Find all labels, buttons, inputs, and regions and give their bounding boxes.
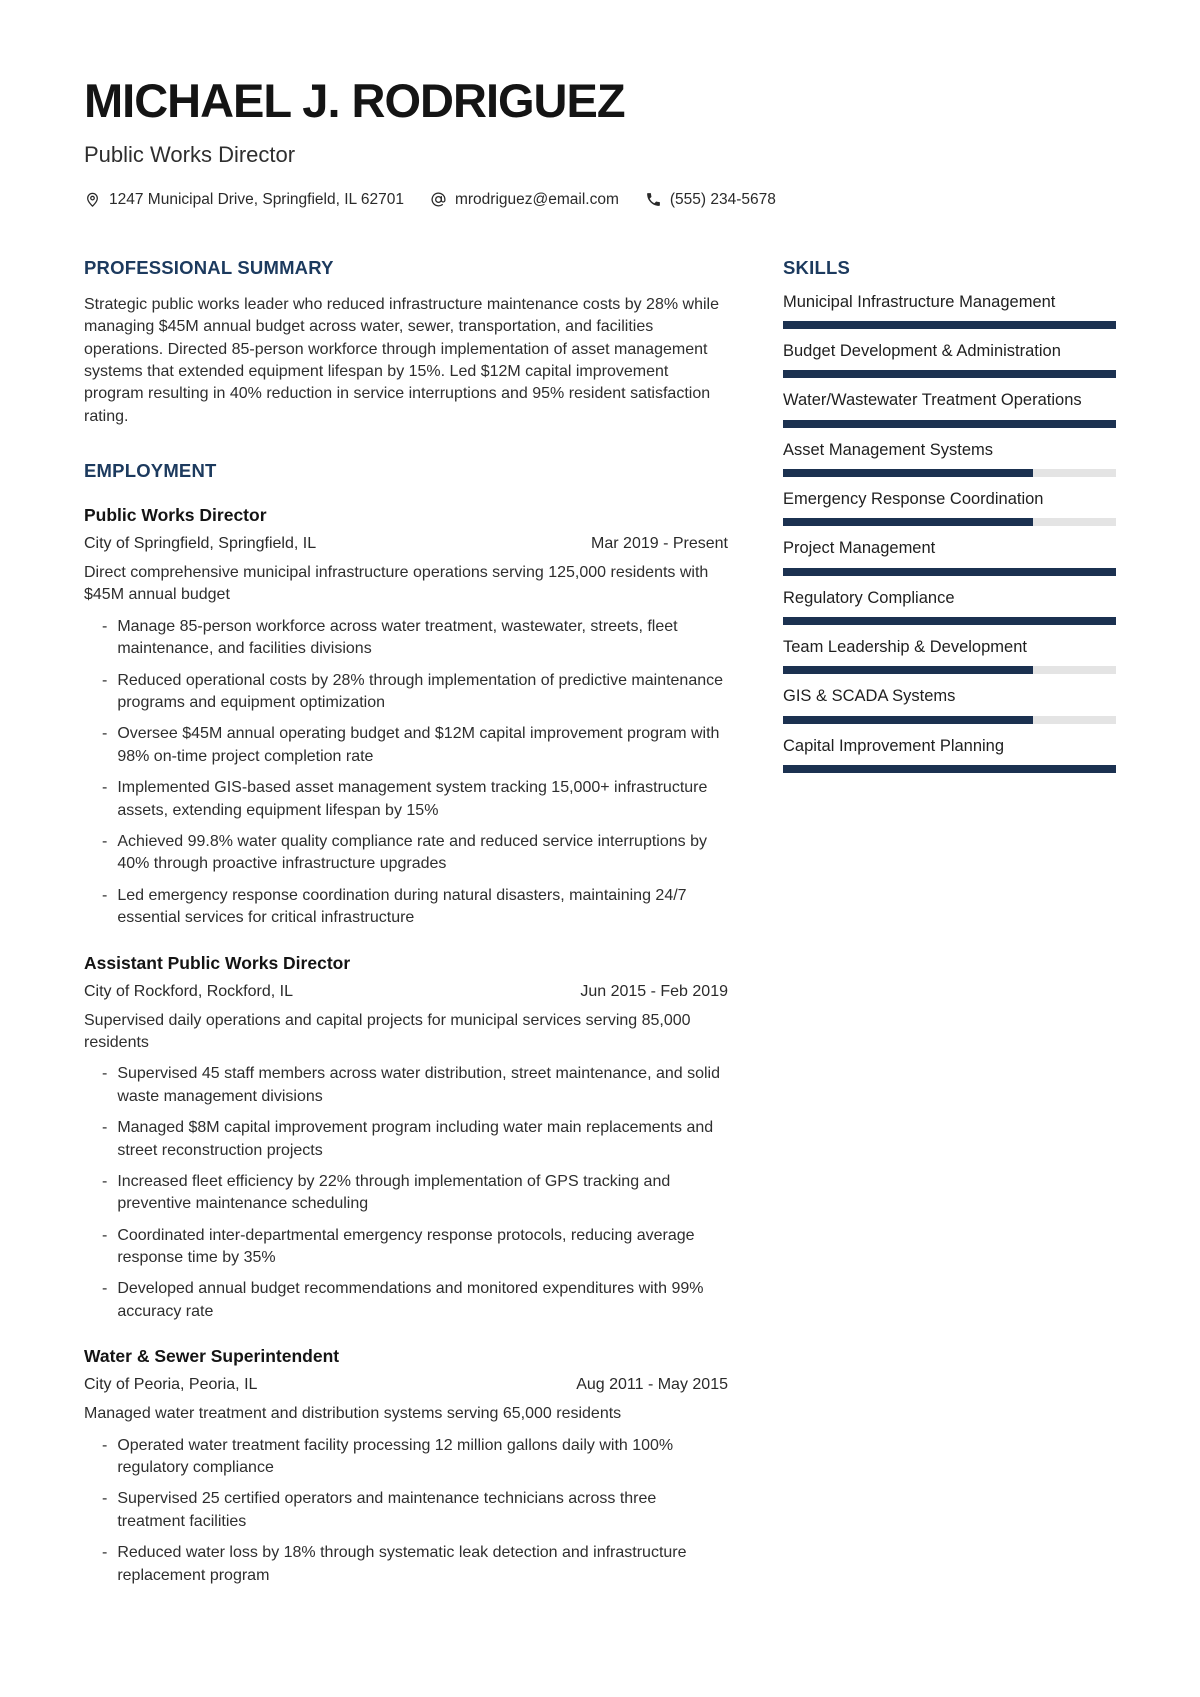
contact-address	[84, 191, 404, 209]
job-entry	[84, 953, 728, 1324]
skill-label: Budget Development & Administration	[783, 342, 1061, 361]
skill-item	[783, 639, 1116, 674]
bullet-dash: -	[102, 1226, 108, 1244]
bullet-text: Manage 85-person workforce across water treatment, wastewater, streets, fleet maintenance, and facilities divisions	[117, 617, 678, 658]
bullet-dash: -	[102, 1065, 108, 1083]
job-dates: Aug 2011 - May 2015	[576, 1376, 728, 1394]
bullet-item	[84, 1063, 728, 1108]
job-meta	[84, 1376, 728, 1394]
skill-bar-fill	[783, 321, 1116, 329]
employment-heading: EMPLOYMENT	[84, 460, 217, 482]
bullet-item	[84, 777, 728, 822]
job-meta	[84, 983, 728, 1001]
job-dates: Jun 2015 - Feb 2019	[580, 982, 728, 1000]
job-company: City of Peoria, Peoria, IL	[84, 1376, 258, 1394]
location-pin-icon	[84, 191, 101, 208]
job-dates: Mar 2019 - Present	[591, 535, 728, 553]
bullet-dash: -	[102, 617, 108, 635]
skill-item	[783, 442, 1116, 477]
bullet-item	[84, 1225, 728, 1270]
skill-bar	[783, 370, 1116, 378]
skill-label: Capital Improvement Planning	[783, 736, 1005, 755]
bullet-item	[84, 1171, 728, 1216]
skill-bar	[783, 420, 1116, 428]
skill-item	[783, 688, 1116, 723]
skill-bar-fill	[783, 765, 1116, 773]
bullet-dash: -	[102, 1544, 108, 1562]
content-columns	[84, 257, 1116, 1587]
person-name: MICHAEL J. RODRIGUEZ	[84, 74, 625, 127]
contact-row	[84, 191, 1116, 209]
bullet-item	[84, 1488, 728, 1533]
bullet-dash: -	[102, 833, 108, 850]
summary-heading: PROFESSIONAL SUMMARY	[84, 256, 334, 278]
job-bullet-list	[84, 1435, 728, 1587]
skill-item	[783, 294, 1116, 329]
skill-item	[783, 540, 1116, 575]
bullet-item	[84, 723, 728, 768]
skill-bar	[783, 518, 1116, 526]
bullet-text: Achieved 99.8% water quality compliance rate and reduced service interruptions by 40% through proactive infrastructure upgrades	[117, 833, 707, 873]
bullet-text: Managed $8M capital improvement program including water main replacements and street reconstruction projects	[117, 1119, 714, 1159]
person-job-title: Public Works Director	[84, 141, 296, 167]
bullet-item	[84, 1278, 728, 1323]
skill-item	[783, 343, 1116, 378]
employment-section	[84, 460, 728, 1587]
skill-item	[783, 392, 1116, 427]
contact-address-text: 1247 Municipal Drive, Springfield, IL 62701	[109, 190, 404, 208]
bullet-dash: -	[102, 886, 108, 904]
bullet-dash: -	[102, 671, 108, 689]
skill-bar	[783, 716, 1116, 724]
job-company: City of Rockford, Rockford, IL	[84, 982, 293, 1000]
skill-bar-fill	[783, 518, 1033, 526]
bullet-dash: -	[102, 1490, 108, 1508]
skill-bar-fill	[783, 469, 1033, 477]
skill-bar-fill	[783, 666, 1033, 674]
job-bullet-list	[84, 1063, 728, 1323]
bullet-item	[84, 1435, 728, 1480]
skill-label: GIS & SCADA Systems	[783, 687, 956, 706]
skill-item	[783, 738, 1116, 773]
job-company: City of Springfield, Springfield, IL	[84, 535, 317, 553]
job-title: Water & Sewer Superintendent	[84, 1346, 340, 1367]
skill-item	[783, 590, 1116, 625]
bullet-text: Supervised 45 staff members across water distribution, street maintenance, and solid waste management divisions	[117, 1065, 720, 1105]
job-description: Managed water treatment and distribution systems serving 65,000 residents	[84, 1405, 622, 1423]
bullet-text: Implemented GIS-based asset management system tracking 15,000+ infrastructure assets, extending equipment lifespan by 15%	[117, 779, 708, 819]
skills-column	[783, 257, 1116, 1587]
job-meta	[84, 535, 728, 553]
skill-bar-fill	[783, 370, 1116, 378]
resume-header	[84, 76, 1116, 209]
bullet-text: Developed annual budget recommendations and monitored expenditures with 99% accuracy rate	[117, 1280, 704, 1320]
main-column	[84, 257, 728, 1587]
skills-heading: SKILLS	[783, 256, 850, 278]
phone-icon	[645, 191, 662, 208]
skill-bar-fill	[783, 716, 1033, 724]
bullet-text: Increased fleet efficiency by 22% through implementation of GPS tracking and preventive maintenance scheduling	[117, 1172, 671, 1213]
job-description: Direct comprehensive municipal infrastructure operations serving 125,000 residents with $45M annual budget	[84, 564, 709, 604]
bullet-text: Reduced operational costs by 28% through implementation of predictive maintenance programs and equipment optimization	[117, 671, 724, 712]
bullet-dash: -	[102, 1119, 108, 1137]
bullet-text: Operated water treatment facility processing 12 million gallons daily with 100% regulatory compliance	[117, 1436, 674, 1477]
contact-email	[430, 191, 619, 209]
bullet-dash: -	[102, 1172, 108, 1190]
skill-bar	[783, 321, 1116, 329]
bullet-item	[84, 885, 728, 930]
skill-bar	[783, 568, 1116, 576]
bullet-item	[84, 831, 728, 876]
contact-email-text: mrodriguez@email.com	[454, 190, 619, 208]
bullet-dash: -	[102, 779, 108, 797]
contact-phone	[645, 191, 776, 209]
skill-bar-fill	[783, 568, 1116, 576]
skill-bar	[783, 765, 1116, 773]
skill-label: Municipal Infrastructure Management	[783, 292, 1056, 311]
summary-text: Strategic public works leader who reduced infrastructure maintenance costs by 28% while managing $45M annual budget across water, sewer, transportation, and facilities operations. Directed 85-person workforce through implementation of asset management systems that extended equipment lifespan by 15%. Led $12M capital improvement program resulting in 40% reduction in service interruptions and 95% resident satisfaction rating.	[84, 295, 719, 425]
skill-label: Asset Management Systems	[783, 440, 994, 459]
bullet-item	[84, 1542, 728, 1587]
bullet-dash: -	[102, 725, 108, 743]
skill-label: Project Management	[783, 539, 936, 558]
skill-bar	[783, 666, 1116, 674]
job-description: Supervised daily operations and capital projects for municipal services serving 85,000 residents	[84, 1011, 691, 1051]
skill-bar	[783, 617, 1116, 625]
bullet-dash: -	[102, 1280, 108, 1298]
skill-label: Emergency Response Coordination	[783, 490, 1044, 508]
bullet-text: Coordinated inter-departmental emergency response protocols, reducing average response time by 35%	[117, 1226, 695, 1267]
bullet-dash: -	[102, 1436, 108, 1454]
skill-label: Team Leadership & Development	[783, 637, 1027, 656]
job-bullet-list	[84, 616, 728, 930]
skills-section	[783, 257, 1116, 773]
skill-item	[783, 491, 1116, 526]
skill-label: Water/Wastewater Treatment Operations	[783, 391, 1082, 410]
skill-label: Regulatory Compliance	[783, 588, 955, 607]
bullet-item	[84, 616, 728, 661]
summary-section	[84, 257, 728, 428]
job-entry	[84, 1346, 728, 1587]
bullet-item	[84, 670, 728, 715]
bullet-item	[84, 1117, 728, 1162]
job-entry	[84, 505, 728, 929]
contact-phone-text: (555) 234-5678	[669, 190, 776, 208]
bullet-text: Reduced water loss by 18% through systematic leak detection and infrastructure replacement program	[117, 1544, 687, 1584]
skill-bar	[783, 469, 1116, 477]
bullet-text: Led emergency response coordination during natural disasters, maintaining 24/7 essential services for critical infrastructure	[117, 886, 687, 927]
job-title: Public Works Director	[84, 505, 267, 526]
at-sign-icon	[430, 191, 447, 208]
skill-bar-fill	[783, 420, 1116, 428]
bullet-text: Oversee $45M annual operating budget and $12M capital improvement program with 98% on-time project completion rate	[117, 725, 720, 765]
skill-bar-fill	[783, 617, 1116, 625]
bullet-text: Supervised 25 certified operators and maintenance technicians across three treatment facilities	[117, 1490, 657, 1530]
job-title: Assistant Public Works Director	[84, 952, 351, 973]
